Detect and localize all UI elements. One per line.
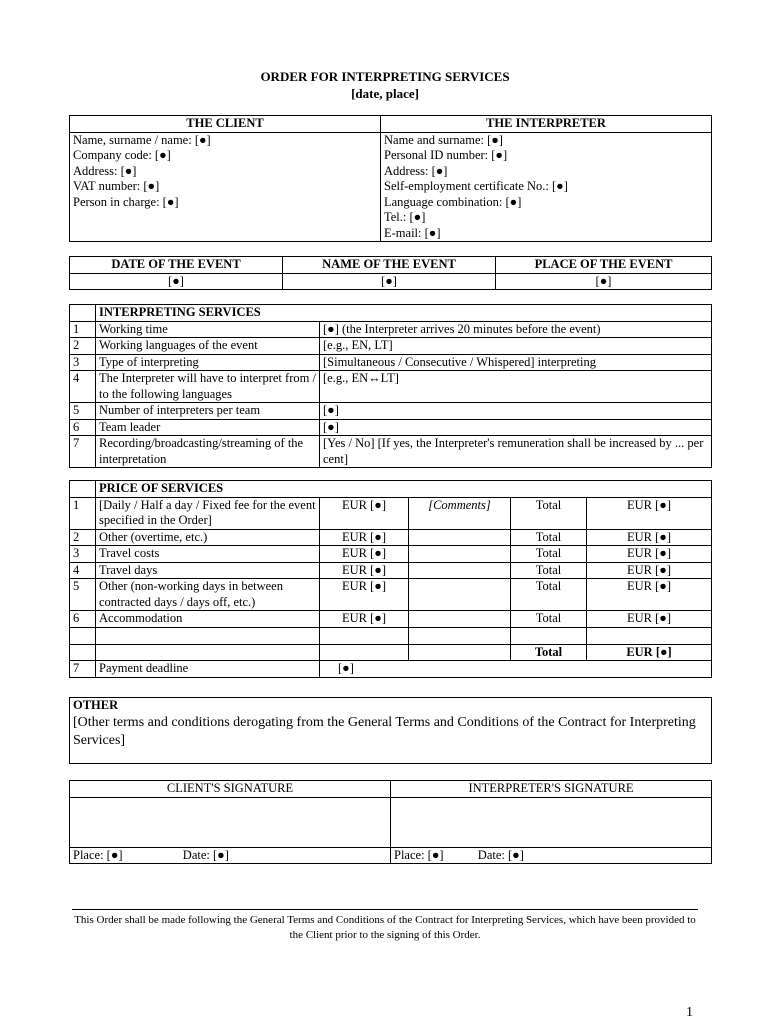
row-comment (409, 529, 511, 546)
row-total-label: Total (511, 579, 587, 611)
other-text: [Other terms and conditions derogating from the General Terms and Conditions of the Contract for Interpreting Services] (73, 714, 696, 748)
client-line: Company code: [●] (73, 148, 171, 162)
client-header: THE CLIENT (70, 116, 381, 133)
table-row (70, 371, 712, 403)
row-number: 7 (70, 436, 96, 468)
row-label: Type of interpreting (96, 354, 320, 371)
signatures-table (69, 780, 712, 864)
row-value: [e.g., EN↔LT] (320, 371, 712, 403)
row-number: 4 (70, 371, 96, 403)
row-total: EUR [●] (587, 546, 712, 563)
table-row (70, 403, 712, 420)
table-row (70, 546, 712, 563)
client-line: Person in charge: [●] (73, 194, 179, 209)
table-row (70, 529, 712, 546)
other-table (69, 697, 712, 764)
row-number: 3 (70, 354, 96, 371)
grand-total-value: EUR [●] (587, 644, 712, 661)
row-total: EUR [●] (587, 529, 712, 546)
table-row (70, 419, 712, 436)
row-value: [Simultaneous / Consecutive / Whispered] interpreting (320, 354, 712, 371)
row-amount: EUR [●] (320, 562, 409, 579)
services-header: INTERPRETING SERVICES (96, 305, 712, 322)
row-number: 6 (70, 419, 96, 436)
client-date: Date: [●] (182, 847, 229, 862)
table-row (70, 321, 712, 338)
page-number: 1 (686, 1005, 693, 1020)
services-blank (70, 305, 96, 322)
payment-deadline-value: [●] (320, 661, 712, 678)
price-blank (70, 481, 96, 498)
services-table (69, 304, 712, 468)
client-details (70, 132, 381, 242)
row-total-label: Total (511, 529, 587, 546)
row-label: The Interpreter will have to interpret from / to the following languages (96, 371, 320, 403)
client-line: VAT number: [●] (73, 179, 160, 193)
table-row (70, 436, 712, 468)
client-place: Place: [●] (73, 847, 123, 862)
row-value: [Yes / No] [If yes, the Interpreter's remuneration shall be increased by ... per cent] (320, 436, 712, 468)
row-number: 4 (70, 562, 96, 579)
price-header: PRICE OF SERVICES (96, 481, 712, 498)
row-comment (409, 611, 511, 628)
table-row (70, 354, 712, 371)
payment-deadline-label: Payment deadline (96, 661, 320, 678)
row-value: [●] (320, 403, 712, 420)
table-row (70, 497, 712, 529)
interpreter-line: Language combination: [●] (384, 194, 522, 209)
interpreter-line: E-mail: [●] (384, 225, 441, 240)
row-label: Accommodation (96, 611, 320, 628)
client-place-date (70, 847, 391, 864)
row-amount: EUR [●] (320, 611, 409, 628)
row-amount: EUR [●] (320, 579, 409, 611)
other-header: OTHER (73, 698, 119, 712)
page-title: ORDER FOR INTERPRETING SERVICES (260, 69, 510, 84)
row-label: Recording/broadcasting/streaming of the interpretation (96, 436, 320, 468)
table-row (70, 338, 712, 355)
row-total: EUR [●] (587, 562, 712, 579)
row-comment: [Comments] (409, 497, 511, 529)
event-place-header: PLACE OF THE EVENT (496, 257, 712, 274)
other-cell (70, 698, 712, 764)
table-row (70, 562, 712, 579)
table-row (70, 611, 712, 628)
interpreter-details (381, 132, 712, 242)
interpreter-signature-header: INTERPRETER'S SIGNATURE (391, 781, 712, 798)
row-number: 5 (70, 403, 96, 420)
interpreter-date: Date: [●] (477, 847, 524, 862)
row-comment (409, 562, 511, 579)
row-amount: EUR [●] (320, 529, 409, 546)
row-total-label: Total (511, 546, 587, 563)
price-table (69, 480, 712, 678)
row-total-label: Total (511, 562, 587, 579)
event-name-value: [●] (283, 273, 496, 290)
row-label: Number of interpreters per team (96, 403, 320, 420)
row-value: [●] (the Interpreter arrives 20 minutes before the event) (320, 321, 712, 338)
row-label: Travel days (96, 562, 320, 579)
row-value: [●] (320, 419, 712, 436)
row-label: Other (non-working days in between contracted days / days off, etc.) (96, 579, 320, 611)
event-date-value: [●] (70, 273, 283, 290)
empty-row (70, 627, 712, 644)
row-label: Travel costs (96, 546, 320, 563)
row-label: [Daily / Half a day / Fixed fee for the event specified in the Order] (96, 497, 320, 529)
row-label: Working time (96, 321, 320, 338)
event-date-header: DATE OF THE EVENT (70, 257, 283, 274)
row-label: Other (overtime, etc.) (96, 529, 320, 546)
client-signature-header: CLIENT'S SIGNATURE (70, 781, 391, 798)
row-number: 7 (70, 661, 96, 678)
interpreter-line: Name and surname: [●] (384, 132, 503, 147)
interpreter-line: Address: [●] (384, 163, 448, 178)
event-table (69, 256, 712, 290)
interpreter-signature-box[interactable] (391, 797, 712, 847)
table-row (70, 579, 712, 611)
row-total: EUR [●] (587, 611, 712, 628)
page-subtitle (0, 86, 770, 102)
row-total-label: Total (511, 497, 587, 529)
row-number: 1 (70, 497, 96, 529)
payment-deadline-row (70, 661, 712, 678)
row-amount: EUR [●] (320, 546, 409, 563)
row-total-label: Total (511, 611, 587, 628)
interpreter-header: THE INTERPRETER (381, 116, 712, 133)
row-label: Team leader (96, 419, 320, 436)
client-signature-box[interactable] (70, 797, 391, 847)
footer-divider (72, 909, 698, 910)
interpreter-line: Personal ID number: [●] (384, 148, 508, 162)
row-number: 1 (70, 321, 96, 338)
event-place-value: [●] (496, 273, 712, 290)
row-total: EUR [●] (587, 579, 712, 611)
event-name-header: NAME OF THE EVENT (283, 257, 496, 274)
row-comment (409, 546, 511, 563)
footer-note: This Order shall be made following the General Terms and Conditions of the Contract for Interpreting Services, which have been provided to the Client prior to the signing of this Order. (74, 914, 696, 941)
row-number: 2 (70, 529, 96, 546)
row-number: 3 (70, 546, 96, 563)
parties-table (69, 115, 712, 242)
row-total: EUR [●] (587, 497, 712, 529)
row-number: 2 (70, 338, 96, 355)
row-amount: EUR [●] (320, 497, 409, 529)
grand-total-row (70, 644, 712, 661)
interpreter-place-date (391, 847, 712, 864)
client-line: Address: [●] (73, 163, 137, 178)
row-number: 5 (70, 579, 96, 611)
row-number: 6 (70, 611, 96, 628)
subtitle-text: [date, place] (351, 86, 419, 101)
interpreter-line: Self-employment certificate No.: [●] (384, 179, 568, 193)
interpreter-place: Place: [●] (394, 847, 444, 862)
interpreter-line: Tel.: [●] (384, 210, 426, 224)
row-value: [e.g., EN, LT] (320, 338, 712, 355)
grand-total-label: Total (511, 644, 587, 661)
client-line: Name, surname / name: [●] (73, 132, 211, 147)
row-label: Working languages of the event (96, 338, 320, 355)
row-comment (409, 579, 511, 611)
